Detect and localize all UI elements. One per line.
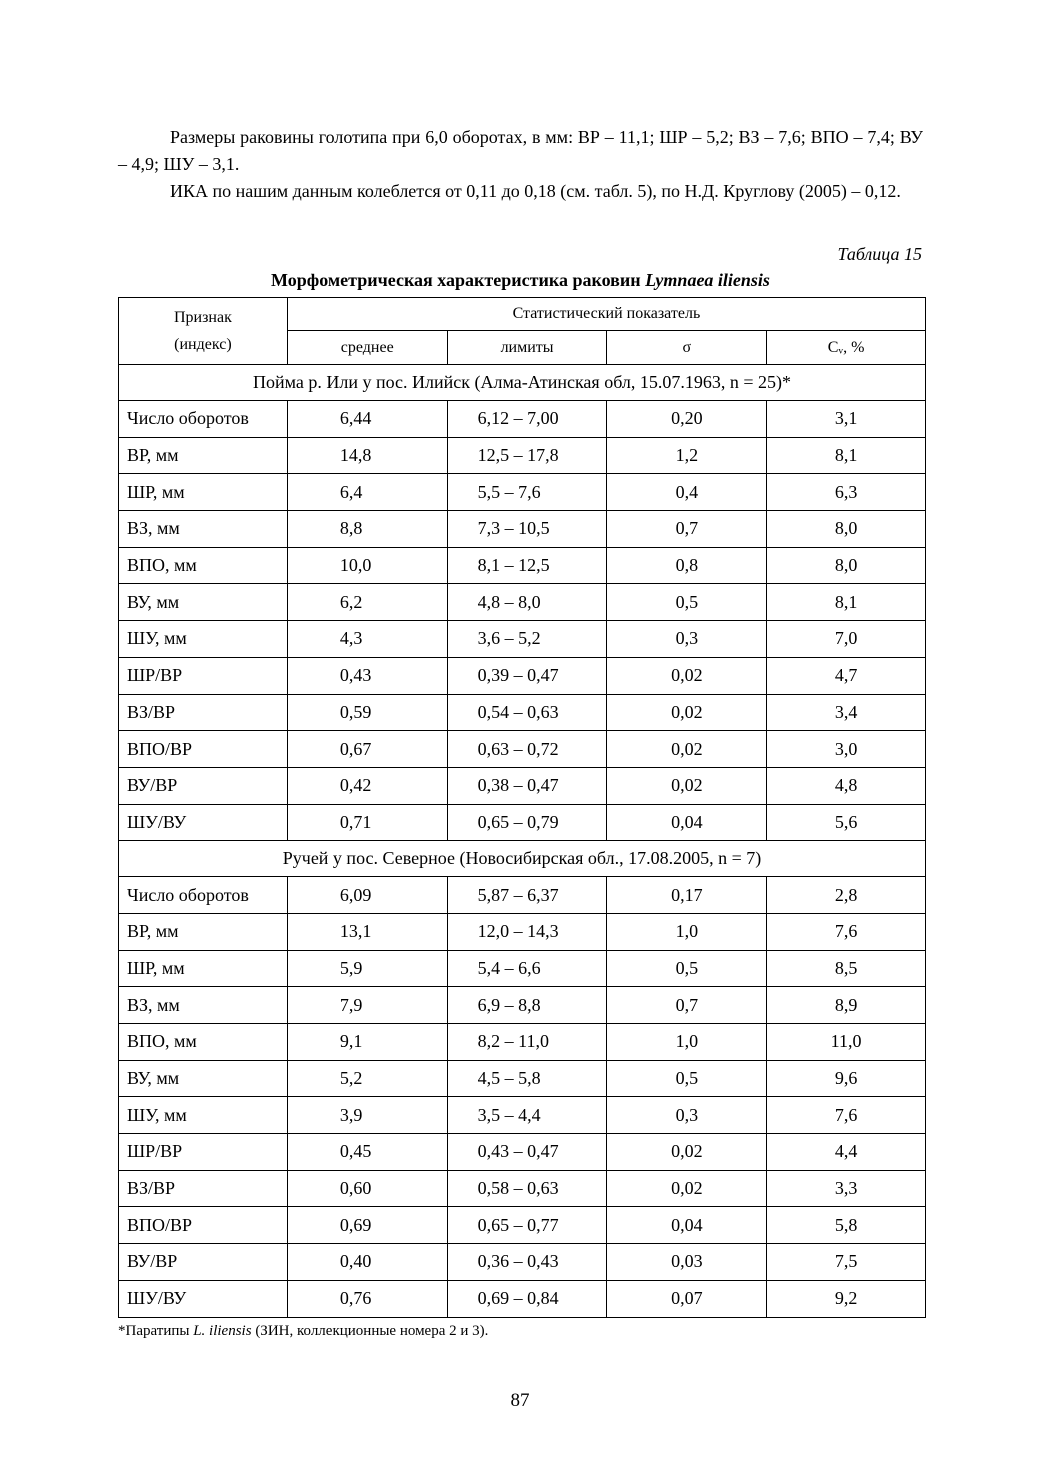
cv-cell: 3,0 [767,731,926,768]
limits-cell: 8,2 – 11,0 [447,1024,607,1061]
section-header-row [119,365,926,401]
table-row [119,511,926,548]
limits-cell: 5,87 – 6,37 [447,877,607,914]
table-row [119,621,926,658]
trait-cell: ВЗ/ВР [119,1170,288,1207]
trait-cell: ШУ/ВУ [119,1280,288,1317]
limits-cell: 6,9 – 8,8 [447,987,607,1024]
limits-cell: 0,38 – 0,47 [447,767,607,804]
limits-cell: 0,39 – 0,47 [447,657,607,694]
mean-cell: 0,67 [287,731,447,768]
section-title: Пойма р. Или у пос. Илийск (Алма-Атинская обл, 15.07.1963, n = 25)* [119,365,926,401]
table-row [119,694,926,731]
cv-cell: 8,1 [767,437,926,474]
cv-cell: 5,8 [767,1207,926,1244]
sigma-cell: 0,4 [607,474,767,511]
trait-cell: ВПО/ВР [119,1207,288,1244]
cv-cell: 9,6 [767,1060,926,1097]
table-body [119,298,926,1318]
limits-cell: 0,69 – 0,84 [447,1280,607,1317]
cv-cell: 6,3 [767,474,926,511]
trait-cell: ВР, мм [119,437,288,474]
cv-cell: 8,1 [767,584,926,621]
mean-cell: 0,45 [287,1134,447,1171]
mean-cell: 14,8 [287,437,447,474]
trait-cell: ВЗ, мм [119,511,288,548]
table-row [119,474,926,511]
trait-cell: ВПО, мм [119,1024,288,1061]
sigma-cell: 0,04 [607,1207,767,1244]
cv-cell: 4,8 [767,767,926,804]
cv-cell: 4,7 [767,657,926,694]
trait-cell: ВУ/ВР [119,767,288,804]
mean-cell: 6,4 [287,474,447,511]
limits-cell: 4,5 – 5,8 [447,1060,607,1097]
limits-cell: 4,8 – 8,0 [447,584,607,621]
sigma-cell: 0,04 [607,804,767,841]
table-row [119,584,926,621]
mean-cell: 0,40 [287,1244,447,1281]
table-row [119,1207,926,1244]
mean-cell: 0,60 [287,1170,447,1207]
trait-cell: ВУ/ВР [119,1244,288,1281]
cv-cell: 3,4 [767,694,926,731]
trait-cell: ШУ, мм [119,621,288,658]
cv-cell: 2,8 [767,877,926,914]
mean-cell: 3,9 [287,1097,447,1134]
mean-cell: 7,9 [287,987,447,1024]
cv-cell: 7,6 [767,913,926,950]
limits-cell: 8,1 – 12,5 [447,547,607,584]
sigma-cell: 0,02 [607,694,767,731]
mean-cell: 5,2 [287,1060,447,1097]
table-row [119,767,926,804]
limits-cell: 7,3 – 10,5 [447,511,607,548]
limits-cell: 6,12 – 7,00 [447,401,607,438]
trait-cell: ВЗ/ВР [119,694,288,731]
header-trait-line1: Признак [173,309,232,326]
footnote-suffix: (ЗИН, коллекционные номера 2 и 3). [251,1323,489,1339]
mean-cell: 4,3 [287,621,447,658]
caption-text: Морфометрическая характеристика раковин [271,270,646,290]
cv-cell: 8,5 [767,950,926,987]
table-row [119,731,926,768]
trait-cell: ВЗ, мм [119,987,288,1024]
sigma-cell: 0,07 [607,1280,767,1317]
mean-cell: 10,0 [287,547,447,584]
table-caption [118,270,923,291]
sigma-cell: 0,3 [607,1097,767,1134]
cv-cell: 5,6 [767,804,926,841]
cv-cell: 7,0 [767,621,926,658]
page-number: 87 [510,1390,530,1411]
mean-cell: 9,1 [287,1024,447,1061]
table-row [119,437,926,474]
sigma-cell: 0,5 [607,584,767,621]
table-number-label: Таблица 15 [837,244,922,264]
sigma-cell: 0,7 [607,987,767,1024]
limits-cell: 0,58 – 0,63 [447,1170,607,1207]
sigma-cell: 1,0 [607,1024,767,1061]
trait-cell: ВПО/ВР [119,731,288,768]
table-row [119,1280,926,1317]
limits-cell: 0,36 – 0,43 [447,1244,607,1281]
cv-cell: 7,6 [767,1097,926,1134]
cv-cell: 8,0 [767,547,926,584]
mean-cell: 0,76 [287,1280,447,1317]
sigma-cell: 0,7 [607,511,767,548]
header-limits: лимиты [447,331,607,365]
paragraph-ika-range: ИКА по нашим данным колеблется от 0,11 до 0,18 (см. табл. 5), по Н.Д. Круглову (2005) – 0,12. [170,181,901,201]
sigma-cell: 0,20 [607,401,767,438]
sigma-cell: 0,02 [607,767,767,804]
table-row [119,547,926,584]
mean-cell: 0,42 [287,767,447,804]
limits-cell: 3,5 – 4,4 [447,1097,607,1134]
header-trait-line2: (индекс) [174,336,232,353]
sigma-cell: 0,5 [607,1060,767,1097]
cv-cell: 8,9 [767,987,926,1024]
table-row [119,1097,926,1134]
mean-cell: 0,69 [287,1207,447,1244]
limits-cell: 0,43 – 0,47 [447,1134,607,1171]
cv-cell: 3,3 [767,1170,926,1207]
limits-cell: 12,5 – 17,8 [447,437,607,474]
trait-cell: ВПО, мм [119,547,288,584]
footnote [118,1323,488,1340]
table-header-row [119,298,926,331]
header-stat-cell: Статистический показатель [287,298,925,331]
limits-cell: 0,65 – 0,77 [447,1207,607,1244]
sigma-cell: 0,5 [607,950,767,987]
section-title: Ручей у пос. Северное (Новосибирская обл., 17.08.2005, n = 7) [119,841,926,877]
sigma-cell: 1,2 [607,437,767,474]
limits-cell: 5,4 – 6,6 [447,950,607,987]
cv-cell: 11,0 [767,1024,926,1061]
sigma-cell: 0,02 [607,1134,767,1171]
trait-cell: Число оборотов [119,877,288,914]
header-sigma: σ [607,331,767,365]
cv-cell: 9,2 [767,1280,926,1317]
trait-cell: ШУ/ВУ [119,804,288,841]
limits-cell: 12,0 – 14,3 [447,913,607,950]
mean-cell: 0,59 [287,694,447,731]
table-row [119,877,926,914]
limits-cell: 3,6 – 5,2 [447,621,607,658]
sigma-cell: 1,0 [607,913,767,950]
mean-cell: 8,8 [287,511,447,548]
limits-cell: 0,63 – 0,72 [447,731,607,768]
trait-cell: Число оборотов [119,401,288,438]
trait-cell: ШР/ВР [119,1134,288,1171]
table-row [119,987,926,1024]
limits-cell: 5,5 – 7,6 [447,474,607,511]
morphometric-table [118,297,926,1318]
sigma-cell: 0,8 [607,547,767,584]
trait-cell: ШУ, мм [119,1097,288,1134]
mean-cell: 6,44 [287,401,447,438]
limits-cell: 0,65 – 0,79 [447,804,607,841]
trait-cell: ВУ, мм [119,1060,288,1097]
mean-cell: 6,09 [287,877,447,914]
sigma-cell: 0,02 [607,657,767,694]
table-row [119,913,926,950]
sigma-cell: 0,3 [607,621,767,658]
table-row [119,950,926,987]
table-row [119,401,926,438]
sigma-cell: 0,17 [607,877,767,914]
sigma-cell: 0,03 [607,1244,767,1281]
trait-cell: ШР, мм [119,474,288,511]
mean-cell: 0,43 [287,657,447,694]
cv-cell: 7,5 [767,1244,926,1281]
table-row [119,1024,926,1061]
table-row [119,1060,926,1097]
caption-species: Lymnaea iliensis [645,270,770,290]
section-header-row [119,841,926,877]
table-row [119,804,926,841]
cv-cell: 4,4 [767,1134,926,1171]
trait-cell: ВУ, мм [119,584,288,621]
table-row [119,657,926,694]
table-row [119,1170,926,1207]
header-cv: Cᵥ, % [767,331,926,365]
header-mean: среднее [287,331,447,365]
mean-cell: 0,71 [287,804,447,841]
trait-cell: ШР, мм [119,950,288,987]
table-row [119,1244,926,1281]
paragraph-holotype-dimensions: Размеры раковины голотипа при 6,0 оборотах, в мм: ВР – 11,1; ШР – 5,2; ВЗ – 7,6; ВПО – 7,4; ВУ – 4,9; ШУ – 3,1. [118,127,923,174]
limits-cell: 0,54 – 0,63 [447,694,607,731]
sigma-cell: 0,02 [607,1170,767,1207]
table-row [119,1134,926,1171]
footnote-prefix: *Паратипы [118,1323,194,1339]
cv-cell: 3,1 [767,401,926,438]
mean-cell: 6,2 [287,584,447,621]
footnote-species: L. iliensis [193,1323,252,1339]
cv-cell: 8,0 [767,511,926,548]
trait-cell: ШР/ВР [119,657,288,694]
sigma-cell: 0,02 [607,731,767,768]
trait-cell: ВР, мм [119,913,288,950]
mean-cell: 13,1 [287,913,447,950]
mean-cell: 5,9 [287,950,447,987]
header-trait-cell [119,298,288,365]
